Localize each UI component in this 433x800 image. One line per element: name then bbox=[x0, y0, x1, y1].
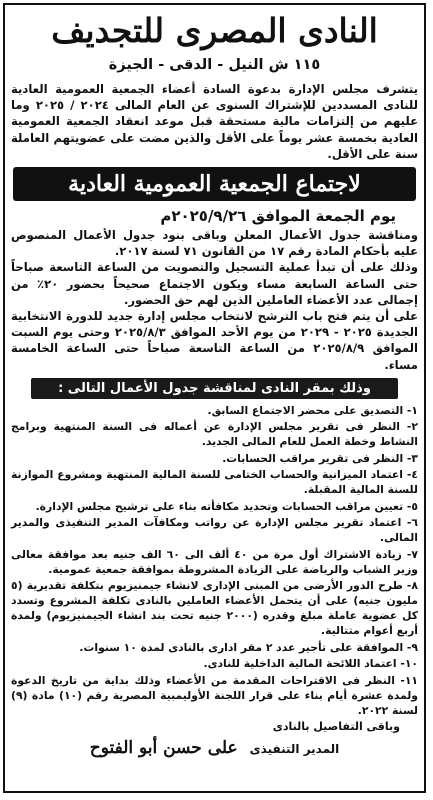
agenda-item: ٩- الموافقة على تأجير عدد ٢ مقر ادارى بالنادى لمدة ١٠ سنوات. bbox=[79, 640, 418, 654]
closing-note: وباقى التفاصيل بالنادى bbox=[272, 720, 400, 734]
intro-paragraph: يتشرف مجلس الإدارة بدعوة السادة أعضاء الجمعية العمومية العادية للنادى المسددين للإشتراك السنوى عن العام المالى ٢٠٢٤ / ٢٠٢٥ وما عليهم من إلتزامات مالية مستحقة قبل موعد انعقاد الجمعية العمومية العادية بخمسة عشر يوماً على الأقل والذين مضت على عضويتهم العاملة سنة على الأقل. bbox=[11, 82, 418, 161]
club-name: النادى المصرى للتجديف bbox=[51, 11, 378, 50]
voting-hours-paragraph: وذلك على أن تبدأ عملية التسجيل والتصويت من الساعة التاسعة صباحاً حتى الساعة السابعة مساء ويكون الاجتماع صحيحاً بحضور ٢٠٪ من إجمالى عدد الأعضاء العاملين الذين لهم حق الحضور. bbox=[11, 260, 419, 307]
agenda-item: ٧- زيادة الاشتراك أول مرة من ٤٠ ألف الى ٦٠ الف جنيه بعد موافقة معالى وزير الشباب والرياضة على الزيادة المشروطة بموافقة جمعية عمومية. bbox=[11, 547, 419, 576]
agenda-item: ٢- النظر فى تقرير مجلس الإدارة عن أعماله فى السنة المنتهية وبرامج النشاط وخطة العمل للعام المالى الجديد. bbox=[11, 420, 418, 449]
notice-frame bbox=[3, 3, 426, 793]
meeting-date: يوم الجمعة الموافق ٢٠٢٥/٩/٢٦م bbox=[160, 207, 396, 226]
agenda-reference-paragraph: ومناقشة جدول الأعمال المعلن وباقى بنود جدول الأعمال المنصوص عليه بأحكام المادة رقم ١٧ من القانون ٧١ لسنة ٢٠١٧. bbox=[11, 228, 418, 259]
agenda-item: ١١- النظر فى الاقتراحات المقدمة من الأعضاء وذلك بداية من تاريخ الدعوة ولمدة عشرة أيام بناء على قرار اللجنة الأوليمبية المصرية رقم (١٠) مادة (٩) لسنة ٢٠٢٢. bbox=[11, 673, 418, 717]
meeting-banner: لاجتماع الجمعية العمومية العادية bbox=[13, 167, 416, 201]
signature-title: المدير التنفيذى bbox=[249, 742, 340, 757]
signature-name: على حسن أبو الفتوح bbox=[89, 738, 238, 759]
agenda-item: ٣- النظر فى تقرير مراقب الحسابات. bbox=[222, 451, 418, 465]
agenda-item: ٥- تعيين مراقب الحسابات وتحديد مكافأته بناء على ترشيح مجلس الإدارة. bbox=[35, 499, 418, 513]
nomination-paragraph: على أن يتم فتح باب الترشح لانتخاب مجلس إدارة جديد للدورة الانتخابية الجديدة ٢٠٢٥ - ٢٠٢٩ من يوم الأحد الموافق ٢٠٢٥/٨/٣ وحتى يوم السبت الموافق ٢٠٢٥/٨/٩ من الساعة التاسعة صباحاً حتى الساعة الخامسة مساء. bbox=[11, 309, 418, 372]
agenda-item: ٨- طرح الدور الأرضى من المبنى الإدارى لانشاء جيمنيزيوم بتكلفة تقديرية (٥ مليون جنيه) على أن يتحمل الأعضاء العاملين بالنادى تكلفة المشروع وتسدد كل عضوية عاملة مبلغ وقدره (٢٠٠٠ جنيه تحت بند انشاء الجيمنيزيوم) ولمدة أربع أعوام متتالية. bbox=[11, 579, 418, 638]
agenda-item: ٦- اعتماد تقرير مجلس الإدارة عن رواتب ومكافآت المدير التنفيذى والمدير المالى. bbox=[11, 516, 418, 545]
club-address: ١١٥ ش النيل - الدقى - الجيزة bbox=[108, 57, 321, 73]
agenda-list bbox=[11, 403, 418, 718]
agenda-item: ١٠- اعتماد اللائحة المالية الداخلية للنادى. bbox=[203, 657, 418, 671]
agenda-heading: وذلك بمقر النادى لمناقشة جدول الأعمال التالى : bbox=[31, 378, 398, 399]
agenda-item: ٤- اعتماد الميزانية والحساب الختامى للسنة المالية المنتهية ومشروع الموازنة للسنة المالية المقبلة. bbox=[11, 468, 418, 497]
signature-block bbox=[11, 738, 418, 758]
agenda-item: ١- التصديق على محضر الاجتماع السابق. bbox=[207, 403, 418, 417]
